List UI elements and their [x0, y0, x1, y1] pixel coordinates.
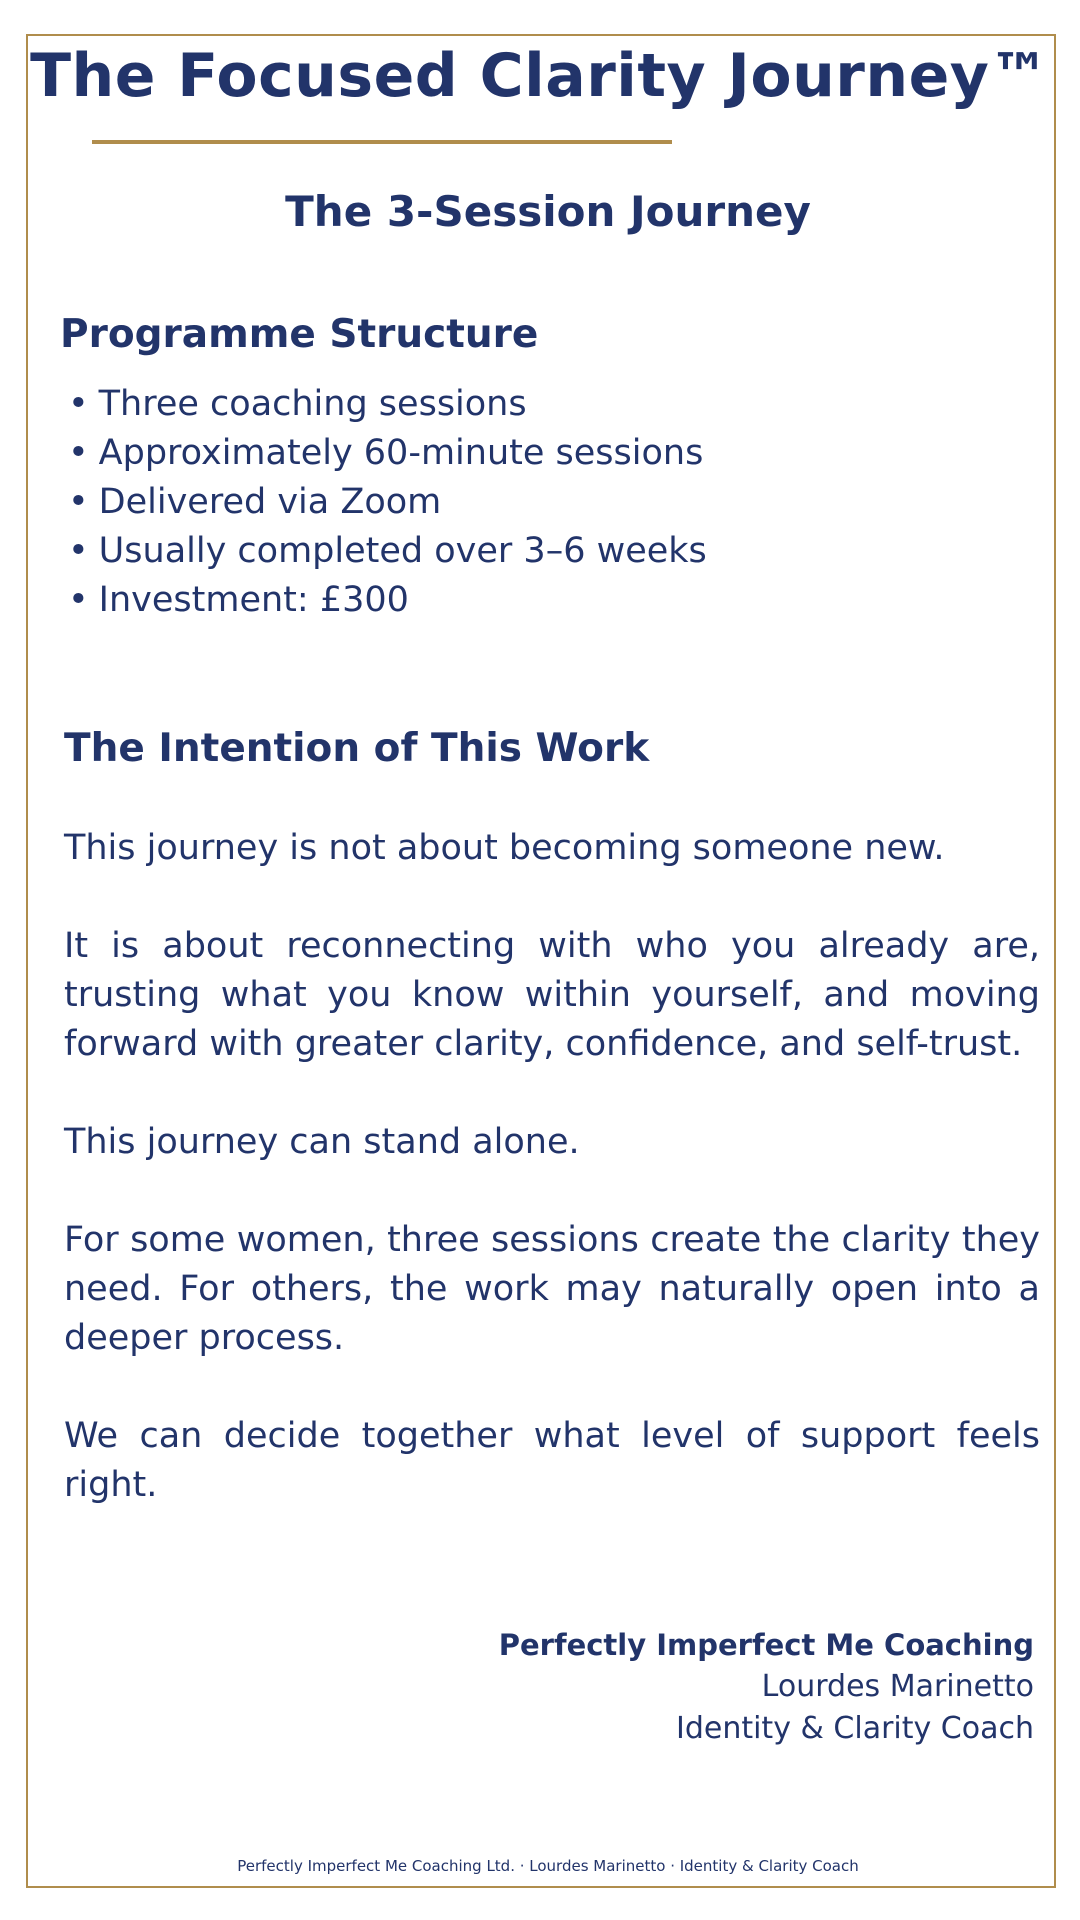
list-item	[68, 478, 707, 527]
signature-organization: Perfectly Imperfect Me Coaching	[498, 1628, 1034, 1662]
intention-paragraph: This journey is not about becoming someone new.	[64, 828, 945, 868]
intention-body	[64, 824, 1040, 1559]
bullet-icon: •	[68, 531, 89, 571]
bullet-icon: •	[68, 580, 89, 620]
list-item	[68, 576, 707, 625]
list-item-text: Investment: £300	[98, 580, 409, 620]
list-item	[68, 429, 707, 478]
intention-paragraph: This journey can stand alone.	[64, 1122, 580, 1162]
intention-heading: The Intention of This Work	[64, 726, 650, 771]
title-underline-divider	[92, 140, 672, 144]
list-item	[68, 527, 707, 576]
list-item	[68, 380, 707, 429]
bullet-icon: •	[68, 482, 89, 522]
signature-role: Identity & Clarity Coach	[675, 1711, 1034, 1746]
intention-paragraph: It is about reconnecting with who you already are, trusting what you know within yourself, and moving forward with greater clarity, confidence, and self-trust.	[64, 926, 1040, 1064]
list-item-text: Delivered via Zoom	[98, 482, 442, 522]
list-item-text: Three coaching sessions	[98, 384, 527, 424]
intention-paragraph: We can decide together what level of support feels right.	[64, 1416, 1040, 1505]
page-subtitle: The 3-Session Journey	[285, 187, 811, 236]
programme-structure-list	[68, 380, 707, 625]
signature-block	[499, 1624, 1034, 1750]
signature-name: Lourdes Marinetto	[761, 1669, 1034, 1704]
bullet-icon: •	[68, 384, 89, 424]
page-title: The Focused Clarity Journey™	[30, 41, 1050, 111]
intention-paragraph: For some women, three sessions create the clarity they need. For others, the work may naturally open into a deeper process.	[64, 1220, 1040, 1358]
bullet-icon: •	[68, 433, 89, 473]
list-item-text: Usually completed over 3–6 weeks	[98, 531, 707, 571]
page-footer: Perfectly Imperfect Me Coaching Ltd. · Lourdes Marinetto · Identity & Clarity Coach	[237, 1857, 859, 1875]
programme-structure-heading: Programme Structure	[60, 312, 539, 357]
list-item-text: Approximately 60-minute sessions	[98, 433, 704, 473]
